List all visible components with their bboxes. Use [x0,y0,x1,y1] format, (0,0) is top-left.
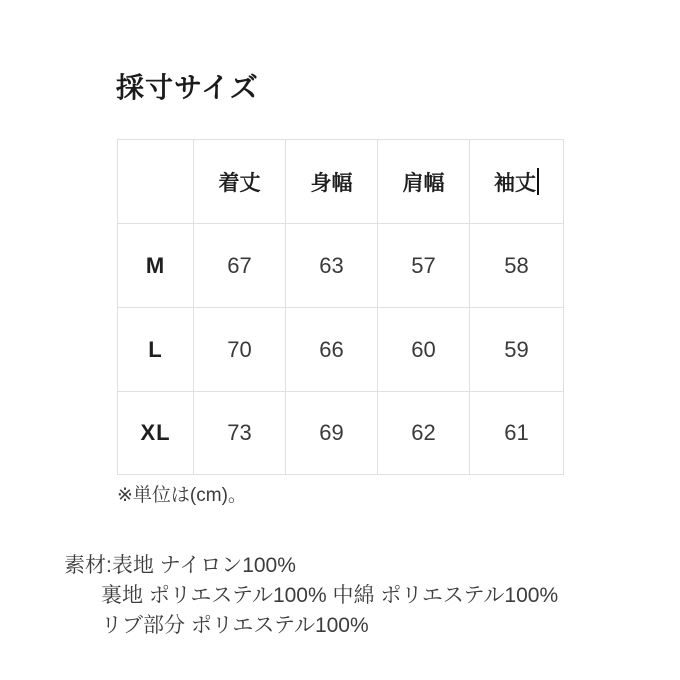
cell-l-shoulder-width: 60 [378,308,470,392]
cell-xl-body-width: 69 [286,392,378,475]
header-cell-sleeve-length[interactable] [470,140,564,224]
text-cursor-icon [537,168,539,195]
unit-note: ※単位は(cm)。 [117,485,247,506]
cell-xl-shoulder-width: 62 [378,392,470,475]
cell-m-shoulder-width: 57 [378,224,470,308]
cell-l-body-width: 66 [286,308,378,392]
material-line-rib: リブ部分 ポリエステル100% [101,614,369,637]
cell-xl-sleeve-length: 61 [470,392,564,475]
header-cell-shoulder-width: 肩幅 [378,140,470,224]
header-cell-empty [118,140,194,224]
cell-xl-body-length: 73 [194,392,286,475]
cell-l-body-length: 70 [194,308,286,392]
header-cell-body-width: 身幅 [286,140,378,224]
cell-m-body-width: 63 [286,224,378,308]
header-label-sleeve-length: 袖丈 [494,171,536,195]
material-line-lining: 裏地 ポリエステル100% 中綿 ポリエステル100% [101,584,559,607]
cell-m-sleeve-length: 58 [470,224,564,308]
cell-l-sleeve-length: 59 [470,308,564,392]
material-info [64,551,558,641]
page-title: 採寸サイズ [116,72,259,103]
header-cell-body-length: 着丈 [194,140,286,224]
row-label-l: L [118,308,194,392]
size-measurement-table [117,139,564,475]
row-label-xl: XL [118,392,194,475]
cell-m-body-length: 67 [194,224,286,308]
row-label-m: M [118,224,194,308]
material-line-outer: 素材:表地 ナイロン100% [64,554,296,577]
